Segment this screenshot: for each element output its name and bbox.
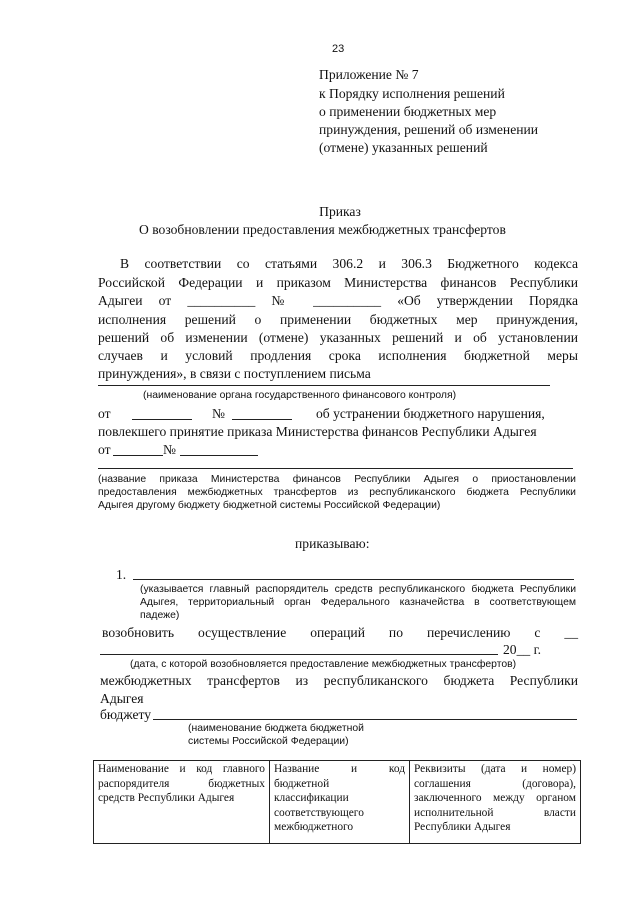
caption-distributor-line-3: падеже) bbox=[140, 610, 180, 621]
entailing-line: повлекшего принятие приказа Министерства финансов Республики Адыгея bbox=[98, 424, 537, 439]
document-title: Приказ bbox=[319, 204, 361, 219]
from-num-label: № bbox=[212, 406, 225, 421]
number-blank-2 bbox=[180, 455, 258, 456]
intro-line-2: Российской Федерации и приказом Министерства финансов Республики bbox=[98, 275, 578, 290]
number-blank-1 bbox=[232, 419, 292, 420]
transfers-line-1: межбюджетных трансфертов из республиканского бюджета Республики bbox=[100, 673, 578, 688]
intro-line-4: исполнения решений о применении бюджетных мер принуждения, bbox=[98, 312, 578, 327]
appendix-line-4: принуждения, решений об изменении bbox=[319, 122, 539, 137]
budget-line bbox=[153, 719, 577, 720]
order-num-label: № bbox=[163, 442, 176, 457]
from-ot-label: от bbox=[98, 406, 111, 421]
caption-distributor-line-2: Адыгея, территориальный орган Федерального казначейства в соответствующем bbox=[140, 597, 576, 608]
appendix-line-2: к Порядку исполнения решений bbox=[319, 86, 505, 101]
date-blank-1 bbox=[132, 419, 192, 420]
intro-line-7: принуждения», в связи с поступлением письма bbox=[98, 366, 371, 381]
caption-budget-line-2: системы Российской Федерации) bbox=[188, 736, 349, 747]
item-number: 1. bbox=[116, 567, 127, 582]
order-word: приказываю: bbox=[295, 536, 370, 551]
caption-control-body: (наименование органа государственного финансового контроля) bbox=[143, 390, 457, 401]
caption-budget-line-1: (наименование бюджета бюджетной bbox=[188, 723, 364, 734]
table-header-row bbox=[94, 761, 581, 844]
transfers-line-2: Адыгея bbox=[100, 691, 144, 706]
appendix-line-3: о применении бюджетных мер bbox=[319, 104, 497, 119]
header-cell-distributor: Наименование и код главного распорядителя бюджетных средств Республики Адыгея bbox=[94, 761, 270, 844]
header-cell-agreement: Реквизиты (дата и номер) соглашения (договора), заключенного между органом исполнительной власти Республики Адыгея bbox=[410, 761, 581, 844]
intro-line-5: решений об изменении (отмене) указанных решений и об установлении bbox=[98, 330, 578, 345]
budget-label: бюджету bbox=[100, 707, 152, 722]
distributor-line bbox=[133, 579, 574, 580]
control-body-line bbox=[98, 385, 550, 386]
page-number: 23 bbox=[332, 43, 345, 55]
appendix-line-5: (отмене) указанных решений bbox=[319, 140, 488, 155]
intro-line-1: В соответствии со статьями 306.2 и 306.3 Бюджетного кодекса bbox=[120, 256, 578, 271]
caption-distributor-line-1: (указывается главный распорядитель средств республиканского бюджета Республики bbox=[140, 584, 576, 595]
from-violation-text: об устранении бюджетного нарушения, bbox=[316, 406, 545, 421]
caption-order-line-3: Адыгея другому бюджету бюджетной системы Российской Федерации) bbox=[98, 500, 441, 511]
caption-date: (дата, с которой возобновляется предоставление межбюджетных трансфертов) bbox=[130, 659, 517, 670]
order-name-line bbox=[98, 468, 573, 469]
appendix-line-1: Приложение № 7 bbox=[319, 67, 419, 82]
caption-order-line-2: предоставления межбюджетных трансфертов из республиканского бюджета Республики bbox=[98, 487, 576, 498]
date-resume-line bbox=[100, 654, 498, 655]
transfers-table bbox=[93, 760, 581, 844]
document-subtitle: О возобновлении предоставления межбюджетных трансфертов bbox=[139, 222, 506, 237]
intro-line-3: Адыгеи от __________ № __________ «Об утверждении Порядка bbox=[98, 293, 578, 308]
caption-order-line-1: (название приказа Министерства финансов Республики Адыгея о приостановлении bbox=[98, 474, 576, 485]
intro-line-6: случаев и условий продления срока исполнения бюджетной меры bbox=[98, 348, 578, 363]
header-cell-classification: Название и код бюджетной классификации соответствующего межбюджетного bbox=[270, 761, 410, 844]
date-blank-2 bbox=[113, 455, 163, 456]
year-text: 20__ г. bbox=[503, 642, 542, 657]
order-ot-label: от bbox=[98, 442, 111, 457]
resume-operations-line: возобновить осуществление операций по перечислению с __ bbox=[102, 625, 578, 640]
